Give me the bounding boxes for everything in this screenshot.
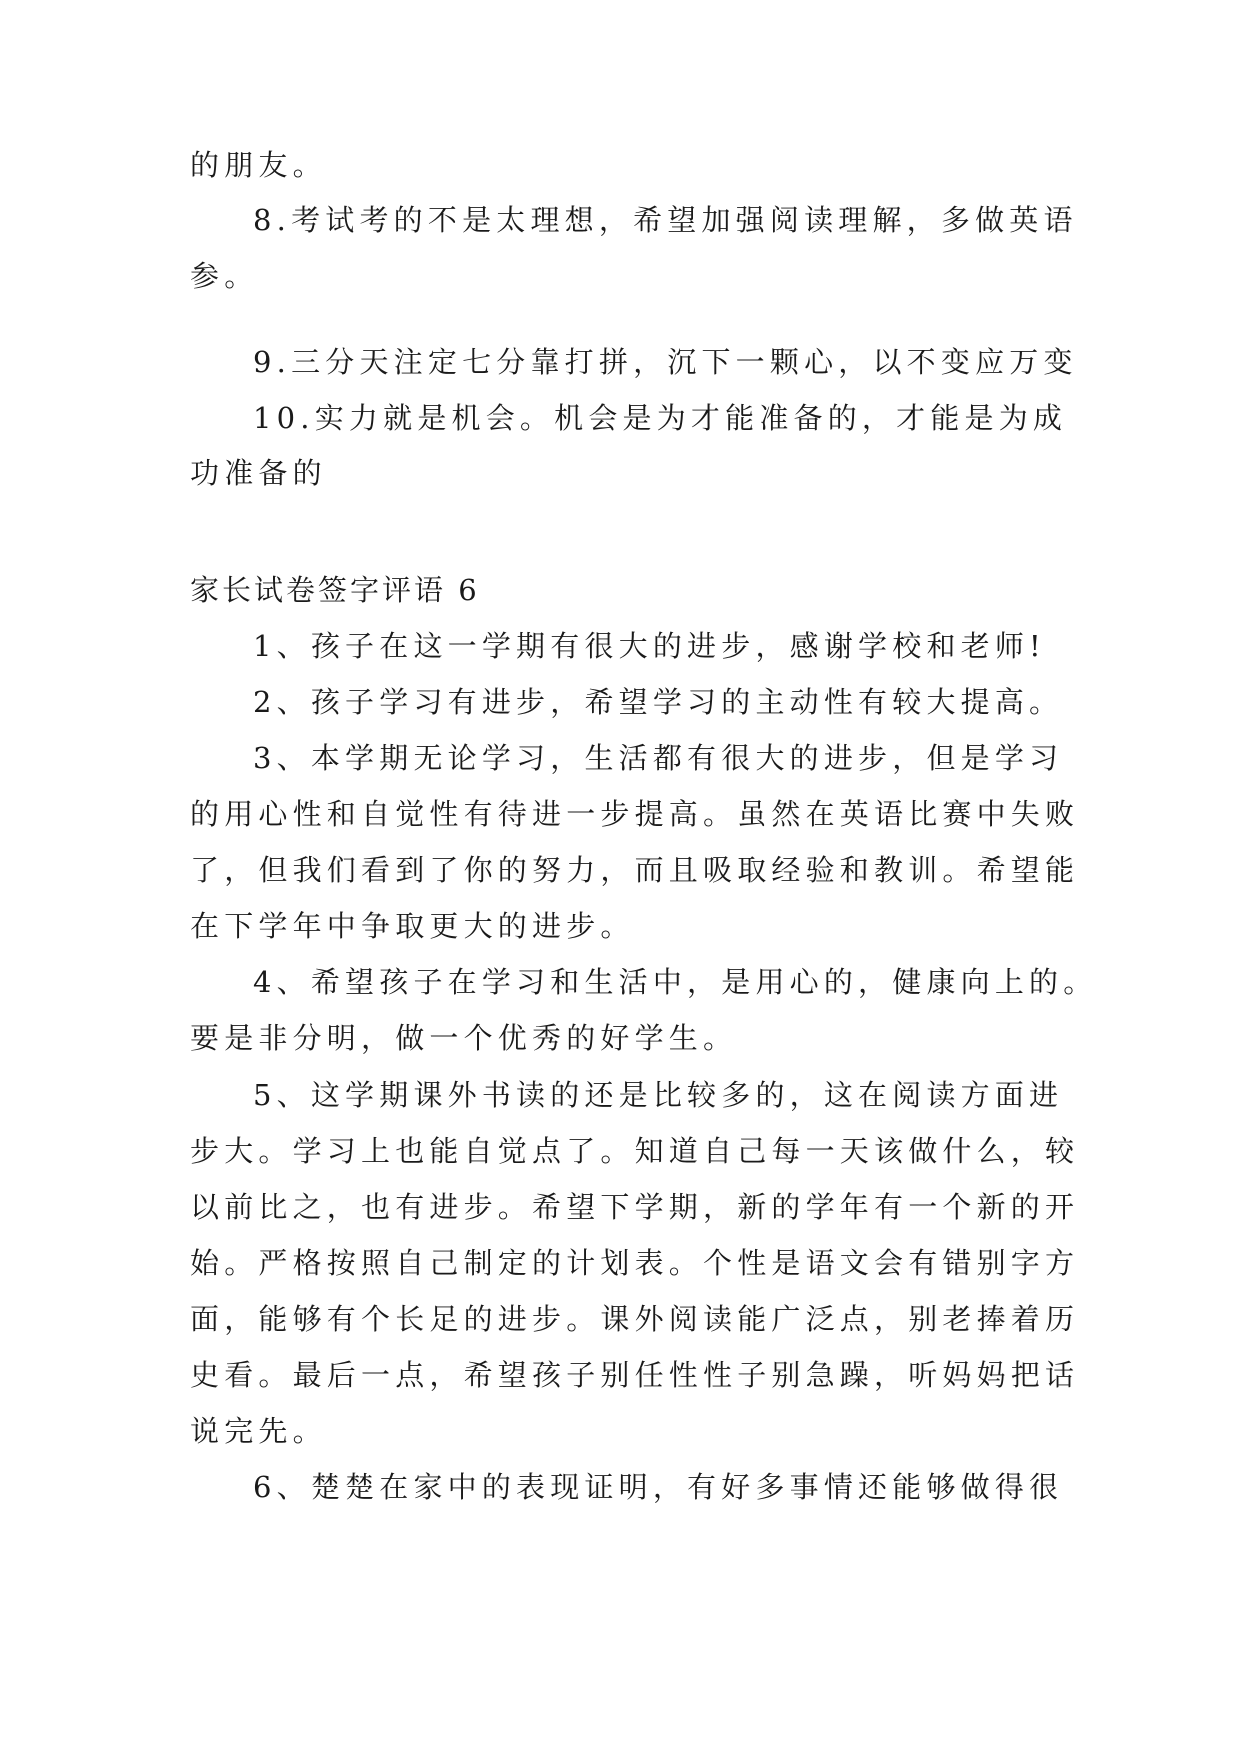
text-line: 以前比之，也有进步。希望下学期，新的学年有一个新的开 xyxy=(190,1190,1080,1224)
text-line: 3、本学期无论学习，生活都有很大的进步，但是学习 xyxy=(253,741,1064,775)
text-line: 说完先。 xyxy=(190,1414,327,1448)
text-line: 功准备的 xyxy=(190,456,327,490)
section-heading: 家长试卷签字评语 6 xyxy=(190,573,480,607)
text-line: 2、孩子学习有进步，希望学习的主动性有较大提高。 xyxy=(253,685,1064,719)
text-line: 的用心性和自觉性有待进一步提高。虽然在英语比赛中失败 xyxy=(190,797,1080,831)
text-line: 步大。学习上也能自觉点了。知道自己每一天该做什么，较 xyxy=(190,1134,1080,1168)
text-line: 面，能够有个长足的进步。课外阅读能广泛点，别老捧着历 xyxy=(190,1302,1080,1336)
text-line: 10.实力就是机会。机会是为才能准备的，才能是为成 xyxy=(253,401,1068,435)
text-line: 要是非分明，做一个优秀的好学生。 xyxy=(190,1021,738,1055)
text-line: 6、楚楚在家中的表现证明，有好多事情还能够做得很 xyxy=(253,1470,1064,1504)
text-line: 始。严格按照自己制定的计划表。个性是语文会有错别字方 xyxy=(190,1246,1080,1280)
text-line: 8.考试考的不是太理想，希望加强阅读理解，多做英语 xyxy=(253,203,1078,237)
text-line: 4、希望孩子在学习和生活中，是用心的，健康向上的。 xyxy=(253,965,1098,999)
text-line: 史看。最后一点，希望孩子别任性性子别急躁，听妈妈把话 xyxy=(190,1358,1080,1392)
text-line: 在下学年中争取更大的进步。 xyxy=(190,909,635,943)
text-line: 1、孩子在这一学期有很大的进步，感谢学校和老师! xyxy=(253,629,1046,663)
text-line: 了，但我们看到了你的努力，而且吸取经验和教训。希望能 xyxy=(190,853,1080,887)
text-line: 参。 xyxy=(190,259,259,293)
text-line: 5、这学期课外书读的还是比较多的，这在阅读方面进 xyxy=(253,1078,1064,1112)
text-line: 9.三分天注定七分靠打拼，沉下一颗心，以不变应万变 xyxy=(253,345,1078,379)
text-line: 的朋友。 xyxy=(190,148,327,182)
